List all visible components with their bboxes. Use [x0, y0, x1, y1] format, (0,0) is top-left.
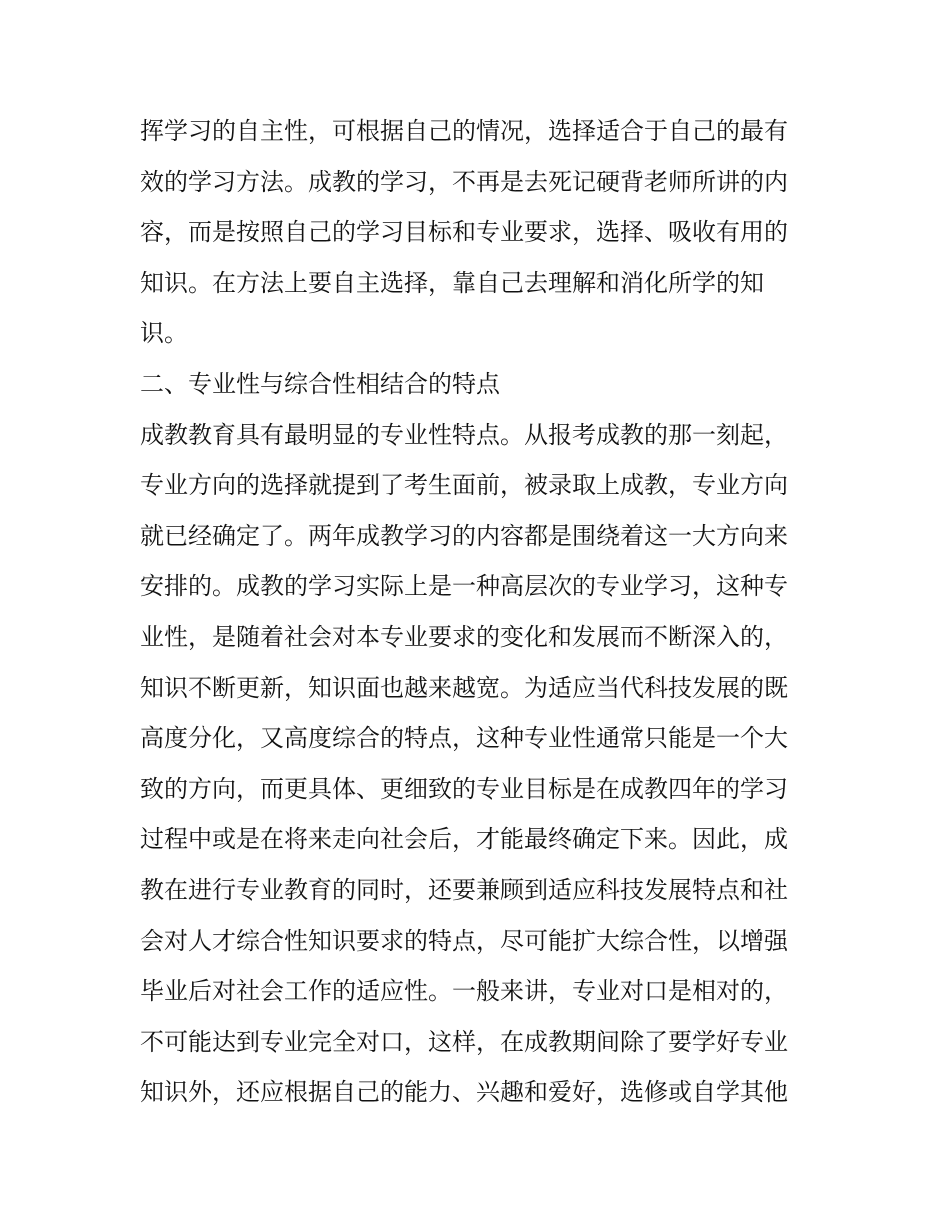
- text-line: 不可能达到专业完全对口，这样，在成教期间除了要学好专业: [140, 1027, 788, 1056]
- text-line: 识。: [140, 319, 188, 348]
- text-line: 知识不断更新，知识面也越来越宽。为适应当代科技发展的既: [140, 673, 788, 702]
- text-line: 致的方向，而更具体、更细致的专业目标是在成教四年的学习: [140, 774, 788, 803]
- text-line: 容，而是按照自己的学习目标和专业要求，选择、吸收有用的: [140, 218, 788, 247]
- text-line: 专业方向的选择就提到了考生面前，被录取上成教，专业方向: [140, 471, 788, 500]
- body-text: [140, 106, 820, 1118]
- text-line: 就已经确定了。两年成教学习的内容都是围绕着这一大方向来: [140, 521, 788, 550]
- text-line: 高度分化，又高度综合的特点，这种专业性通常只能是一个大: [140, 724, 788, 753]
- text-line: 教在进行专业教育的同时，还要兼顾到适应科技发展特点和社: [140, 875, 788, 904]
- text-line: 业性，是随着社会对本专业要求的变化和发展而不断深入的，: [140, 622, 788, 651]
- text-line: 知识外，还应根据自己的能力、兴趣和爱好，选修或自学其他: [140, 1078, 788, 1107]
- text-line: 会对人才综合性知识要求的特点，尽可能扩大综合性，以增强: [140, 926, 788, 955]
- text-line: 过程中或是在将来走向社会后，才能最终确定下来。因此，成: [140, 825, 788, 854]
- text-line: 挥学习的自主性，可根据自己的情况，选择适合于自己的最有: [140, 117, 788, 145]
- text-line: 知识。在方法上要自主选择，靠自己去理解和消化所学的知: [140, 268, 764, 297]
- text-line: 效的学习方法。成教的学习，不再是去死记硬背老师所讲的内: [140, 167, 788, 196]
- text-line: 成教教育具有最明显的专业性特点。从报考成教的那一刻起，: [140, 420, 788, 449]
- text-line: 安排的。成教的学习实际上是一种高层次的专业学习，这种专: [140, 572, 788, 601]
- section-heading: 二、专业性与综合性相结合的特点: [140, 369, 500, 398]
- text-line: 毕业后对社会工作的适应性。一般来讲，专业对口是相对的，: [140, 977, 788, 1006]
